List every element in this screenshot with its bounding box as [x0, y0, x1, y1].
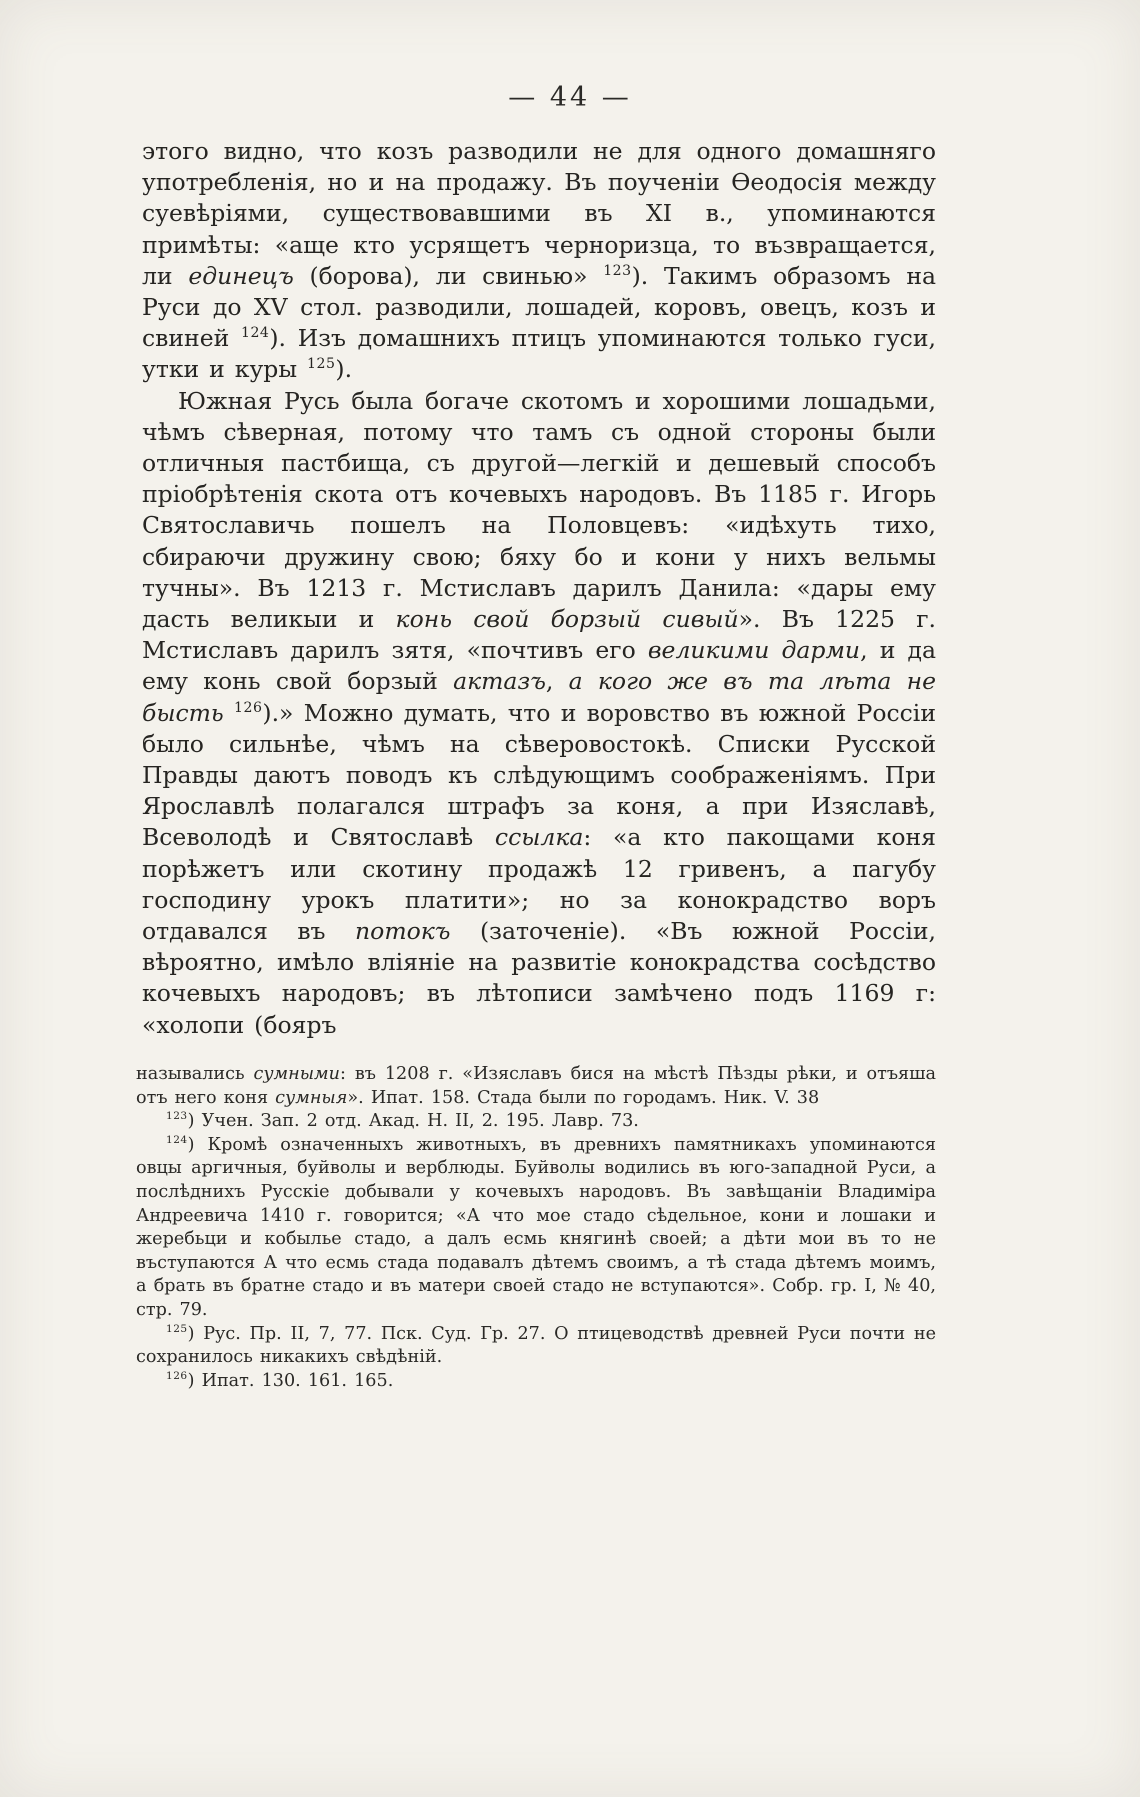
italic-phrase: ссылка — [494, 823, 584, 852]
italic-phrase: конь свой борзый сивый — [395, 605, 739, 634]
italic-phrase: сумными — [253, 1064, 340, 1084]
footnote-reference: 125 — [307, 356, 336, 373]
footnote-marker: 125 — [166, 1322, 188, 1335]
footnote-reference: 123 — [603, 262, 632, 279]
footnote: назывались сумными: въ 1208 г. «Изяславъ бися на мѣстѣ Пѣзды рѣки, и отъяша отъ него коня сумныя». Ипат. 158. Стада были по городамъ. Ник. V. 38 — [136, 1064, 936, 1108]
footnote-marker: 124 — [166, 1133, 188, 1146]
italic-phrase: великими дарми — [647, 636, 861, 665]
italic-phrase: потокъ — [355, 917, 451, 946]
body-text — [142, 136, 936, 1041]
paragraph: этого видно, что козъ разводили не для одного домашняго употребленія, но и на продажу. Въ поученіи Ѳеодосія между суевѣріями, существовавшими въ XI в., упоминаются примѣты: «аще кто усрящетъ черноризца, то възвращается, ли единецъ (борова), ли свинью» $^{123}$). Такимъ образомъ на Руси до XV стол. разводили, лошадей, коровъ, овецъ, козъ и свиней $^{124}$). Изъ домашнихъ птицъ упоминаются только гуси, утки и куры $^{125}$). — [142, 137, 936, 384]
italic-phrase: сумныя — [275, 1087, 348, 1108]
footnote-reference: 124 — [240, 325, 270, 342]
footnote: $^{123}$) Учен. Зап. 2 отд. Акад. Н. II, 2. 195. Лавр. 73. — [166, 1110, 639, 1132]
paragraph: Южная Русь была богаче скотомъ и хорошими лошадьми, чѣмъ сѣверная, потому что тамъ съ одной стороны были отличныя пастбища, съ другой—легкій и дешевый способъ пріобрѣтенія скота отъ кочевыхъ народовъ. Въ 1185 г. Игорь Святославичь пошелъ на Половцевъ: «идѣхуть тихо, сбираючи дружину свою; бяху бо и кони у нихъ вельмы тучны». Въ 1213 г. Мстиславъ дарилъ Данила: «дары ему дасть великыи и конь свой борзый сивый». Въ 1225 г. Мстиславъ дарилъ зятя, «почтивъ его великими дарми, и да ему конь свой борзый актазъ, а кого же въ та лѣта не бысть $^{126}$).» Можно думать, что и воровство въ южной Россіи было сильнѣе, чѣмъ на сѣверовостокѣ. Списки Русской Правды даютъ поводъ къ слѣдующимъ соображеніямъ. При Ярославлѣ полагался штрафъ за коня, а при Изяславѣ, Всеволодѣ и Святославѣ ссылка: «а кто пакощами коня порѣжетъ или скотину продажѣ 12 гривенъ, а пагубу господину урокъ платити»; но за конокрадство воръ отдавался въ потокъ (заточеніе). «Въ южной Россіи, вѣроятно, имѣло вліяніе на развитіе конокрадства сосѣдство кочевыхъ народовъ; въ лѣтописи замѣчено подъ 1169 г: «холопи (бояръ — [142, 386, 937, 1039]
footnote: $^{124}$) Кромѣ означенныхъ животныхъ, въ древнихъ памятникахъ упоминаются овцы аргичныя, буйволы и верблюды. Буйволы водились въ юго-западной Руси, а послѣднихъ Русскіе добывали у кочевыхъ народовъ. Въ завѣщаніи Владиміра Андреевича 1410 г. говорится; «А что мое стадо сѣдельное, кони и лошаки и жеребьци и кобылье стадо, а далъ есмь княгинѣ своей; а дѣти мои въ то не въступаются А что есмь стада подавалъ дѣтемъ своимъ, а тѣ стада дѣтемъ моимъ, а брать въ братне стадо и въ матери своей стадо не вступаются». Собр. гр. I, № 40, стр. 79. — [136, 1133, 936, 1320]
footnote-reference: 126 — [234, 699, 263, 716]
footnotes-section — [136, 1063, 936, 1393]
footnote: $^{125}$) Рус. Пр. II, 7, 77. Пск. Суд. Гр. 27. О птицеводствѣ древней Руси почти не сохранилось никакихъ свѣдѣній. — [136, 1322, 936, 1368]
italic-phrase: единецъ — [188, 261, 294, 290]
italic-phrase: актазъ — [453, 667, 546, 696]
footnote-marker: 123 — [166, 1110, 188, 1123]
page-number: — 44 — — [508, 82, 632, 113]
footnote-marker: 126 — [166, 1369, 188, 1382]
italic-phrase: а кого же въ та лѣта не бысть — [142, 667, 936, 727]
footnote: $^{126}$) Ипат. 130. 161. 165. — [166, 1369, 394, 1391]
